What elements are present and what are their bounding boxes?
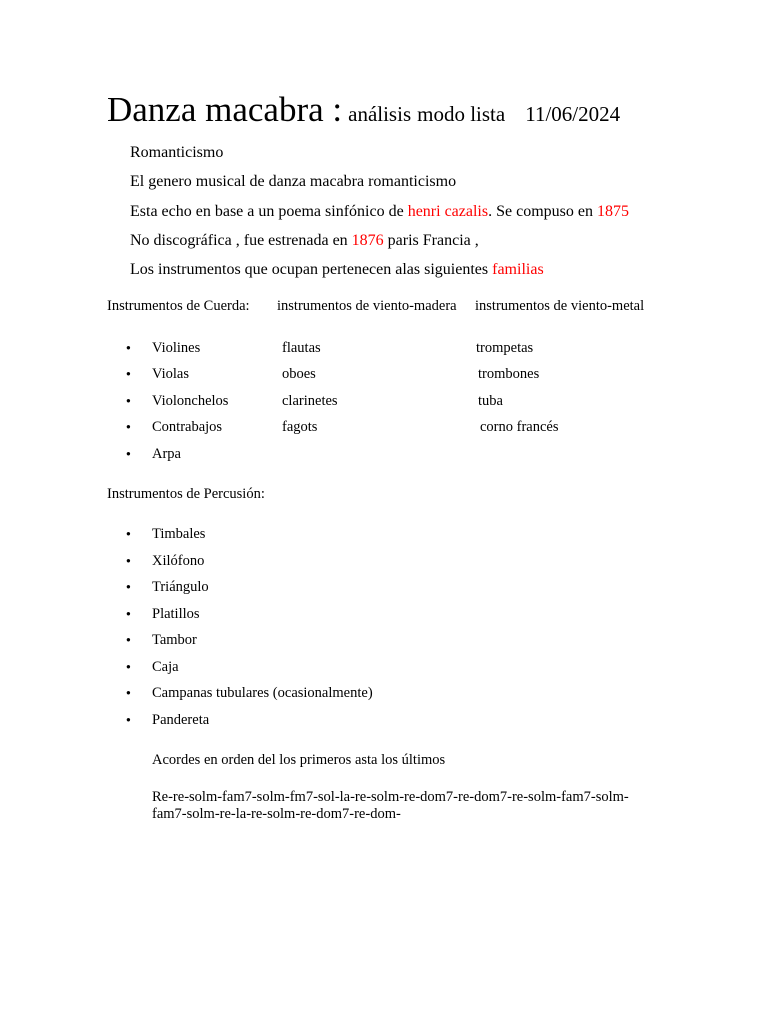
list-item-cuerda: Contrabajos — [152, 419, 223, 435]
list-item-percusion: Xilófono — [152, 553, 205, 569]
list-item-metal: tuba — [478, 393, 503, 409]
title-subtitle: análisis — [348, 102, 412, 126]
intro-line-origin-a: Esta echo en base a un poema sinfónico de — [130, 203, 408, 220]
list-item-percusion: Pandereta — [152, 712, 210, 728]
intro-line-families-a: Los instrumentos que ocupan pertenecen alas siguientes — [130, 261, 493, 278]
intro-line-premiere-a: No discográfica , fue estrenada en — [130, 232, 352, 249]
list-item-percusion: Campanas tubulares (ocasionalmente) — [152, 685, 373, 701]
bullet-icon — [126, 552, 131, 571]
bullet-icon — [126, 631, 131, 650]
list-item-percusion: Platillos — [152, 606, 200, 622]
bullet-icon — [126, 445, 131, 464]
intro-line-period: Romanticismo — [130, 144, 224, 161]
intro-line-premiere-b: paris Francia , — [383, 232, 479, 249]
bullet-icon — [126, 525, 131, 544]
bullet-icon — [126, 605, 131, 624]
list-item-cuerda: Arpa — [152, 446, 181, 462]
header-viento-metal: instrumentos de viento-metal — [475, 298, 645, 314]
bullet-icon — [126, 711, 131, 730]
header-cuerda: Instrumentos de Cuerda: — [107, 298, 250, 314]
acordes-header: Acordes en orden del los primeros asta los últimos — [152, 752, 446, 768]
list-item-cuerda: Violas — [152, 366, 189, 382]
list-item-madera: fagots — [282, 419, 318, 435]
acordes-line-2: fam7-solm-re-la-re-solm-re-dom7-re-dom- — [152, 806, 401, 822]
intro-line-origin — [130, 202, 629, 222]
bullet-icon — [126, 392, 131, 411]
list-item-percusion: Triángulo — [152, 579, 209, 595]
list-item-madera: oboes — [282, 366, 316, 382]
intro-line-origin-b: . Se compuso en — [488, 203, 597, 220]
bullet-icon — [126, 578, 131, 597]
list-item-metal: trompetas — [476, 340, 534, 356]
highlight-families: familias — [492, 261, 544, 278]
list-item-percusion: Tambor — [152, 632, 197, 648]
list-item-metal: corno francés — [480, 419, 559, 435]
bullet-icon — [126, 418, 131, 437]
document-title — [107, 88, 620, 136]
title-date: 11/06/2024 — [525, 102, 621, 126]
highlight-author: henri cazalis — [407, 203, 489, 220]
header-viento-madera: instrumentos de viento-madera — [277, 298, 457, 314]
list-item-cuerda: Violines — [152, 340, 201, 356]
highlight-year-composed: 1875 — [596, 203, 629, 220]
bullet-icon — [126, 339, 131, 358]
highlight-year-premiere: 1876 — [351, 232, 384, 249]
title-mode: modo lista — [417, 102, 506, 126]
list-item-cuerda: Violonchelos — [152, 393, 229, 409]
list-item-metal: trombones — [478, 366, 540, 382]
intro-line-genre: El genero musical de danza macabra romanticismo — [130, 173, 457, 190]
header-percusion: Instrumentos de Percusión: — [107, 486, 265, 502]
list-item-percusion: Timbales — [152, 526, 206, 542]
list-item-percusion: Caja — [152, 659, 179, 675]
bullet-icon — [126, 365, 131, 384]
bullet-icon — [126, 658, 131, 677]
intro-line-families — [130, 260, 544, 280]
bullet-icon — [126, 684, 131, 703]
list-item-madera: flautas — [282, 340, 321, 356]
acordes-line-1: Re-re-solm-fam7-solm-fm7-sol-la-re-solm-re-dom7-re-dom7-re-solm-fam7-solm- — [152, 789, 629, 805]
title-main: Danza macabra : — [107, 90, 343, 129]
intro-line-premiere — [130, 231, 479, 251]
list-item-madera: clarinetes — [282, 393, 338, 409]
